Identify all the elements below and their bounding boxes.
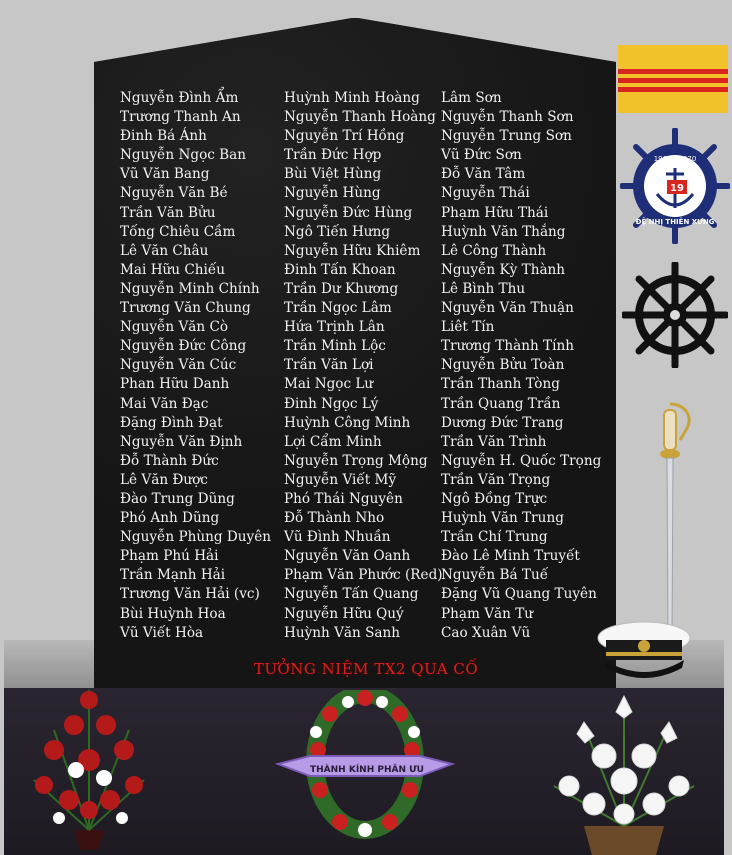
memorial-name: Nguyễn H. Quốc Trọng: [441, 452, 602, 469]
memorial-name: Bùi Việt Hùng: [284, 166, 382, 183]
emblem-number: 19: [670, 183, 684, 194]
memorial-name: Trần Văn Lợi: [284, 357, 374, 374]
memorial-name: Đỗ Thành Nho: [284, 510, 385, 527]
names-column-1: [120, 89, 271, 643]
memorial-name: Nguyễn Đình Ẩm: [120, 90, 239, 106]
memorial-name: Nguyễn Văn Cúc: [120, 357, 237, 374]
memorial-title: TƯỞNG NIỆM TX2 QUA CỐ: [253, 660, 479, 678]
memorial-name: Nguyễn Hữu Khiêm: [284, 242, 421, 259]
memorial-name: Mai Văn Đạc: [120, 395, 209, 412]
names-column-3: [441, 89, 601, 643]
names-column-2: [284, 89, 443, 643]
memorial-name: Phạm Phú Hải: [120, 548, 219, 565]
memorial-name: Trần Văn Trình: [441, 433, 547, 450]
memorial-name: Trần Đức Hợp: [284, 147, 382, 164]
memorial-name: Phan Hữu Danh: [120, 376, 230, 393]
memorial-name: Dương Đức Trang: [441, 414, 564, 431]
navy-cap-icon: [594, 618, 694, 684]
memorial-name: Trần Quang Trần: [441, 395, 561, 412]
memorial-name: Liêt Tín: [441, 319, 495, 336]
memorial-name: Vũ Đức Sơn: [441, 147, 522, 164]
memorial-name: Nguyễn Bá Tuế: [441, 567, 549, 584]
memorial-name: Bùi Huỳnh Hoa: [120, 605, 226, 622]
memorial-name: Trương Văn Chung: [120, 300, 251, 317]
memorial-name: Huỳnh Văn Thắng: [441, 223, 566, 240]
memorial-name: Nguyễn Thanh Sơn: [441, 109, 574, 126]
memorial-name: Ngô Đồng Trực: [441, 490, 548, 507]
memorial-name: Phạm Văn Tư: [441, 605, 534, 622]
emblem-icon: [620, 128, 730, 244]
memorial-name: Nguyễn Thanh Hoàng: [284, 109, 436, 126]
memorial-name: Cao Xuân Vũ: [441, 624, 531, 641]
memorial-name: Nguyễn Đức Công: [120, 338, 247, 355]
memorial-name: Ngô Tiến Hưng: [284, 223, 391, 240]
memorial-name: Nguyễn Văn Định: [120, 433, 243, 450]
memorial-name: Nguyễn Tấn Quang: [284, 586, 419, 603]
memorial-name: Trương Thành Tính: [441, 338, 574, 355]
memorial-name: Tống Chiêu Cầm: [120, 223, 236, 240]
white-lily-bouquet-icon: [534, 686, 714, 855]
memorial-name: Nguyễn Phùng Duyên: [120, 529, 272, 546]
memorial-name: Vũ Văn Bang: [120, 166, 210, 183]
memorial-name: Đào Lê Minh Truyết: [441, 548, 580, 565]
memorial-name: Nguyễn Minh Chính: [120, 280, 260, 297]
memorial-name: Trần Ngọc Lâm: [284, 300, 392, 317]
memorial-name: Mai Hữu Chiếu: [120, 261, 225, 278]
memorial-name: Nguyễn Bửu Toàn: [441, 357, 565, 374]
memorial-name: Vũ Đình Nhuần: [284, 529, 391, 546]
memorial-name: Đào Trung Dũng: [120, 490, 235, 507]
memorial-name: Trần Dư Khương: [284, 280, 399, 297]
memorial-name: Nguyễn Ngọc Ban: [120, 147, 247, 164]
memorial-name: Nguyễn Hữu Quý: [284, 605, 404, 622]
memorial-name: Đỗ Văn Tâm: [441, 166, 526, 183]
memorial-name: Trần Văn Trọng: [441, 471, 551, 488]
memorial-name: Trương Văn Hải (vc): [120, 586, 260, 603]
memorial-name: Nguyễn Văn Thuận: [441, 300, 574, 317]
memorial-name: Mai Ngọc Lư: [284, 376, 374, 393]
memorial-name: Lê Công Thành: [441, 242, 547, 259]
memorial-name: Nguyễn Văn Bé: [120, 185, 228, 202]
memorial-name: Trần Văn Bửu: [120, 204, 216, 221]
memorial-name: Trương Thanh An: [120, 109, 241, 126]
memorial-name: Huỳnh Văn Sanh: [284, 624, 401, 641]
memorial-name: Nguyễn Trọng Mộng: [284, 452, 428, 469]
sword-icon: [640, 400, 700, 635]
memorial-name: Nguyễn Văn Cò: [120, 319, 229, 336]
memorial-name: Nguyễn Viết Mỹ: [284, 471, 397, 488]
wreath-label: THÀNH KÍNH PHÂN ƯU: [310, 765, 424, 775]
memorial-name: Đặng Đình Đạt: [120, 414, 223, 431]
memorial-name: Phó Anh Dũng: [120, 510, 220, 527]
memorial-name: Trần Minh Lộc: [284, 338, 386, 355]
memorial-name: Trần Chí Trung: [441, 529, 548, 546]
memorial-name: Đỗ Thành Đức: [120, 452, 219, 469]
memorial-name: Lợi Cẩm Minh: [284, 433, 382, 450]
memorial-name: Đinh Ngọc Lý: [284, 395, 379, 412]
memorial-name: Lê Văn Được: [120, 471, 208, 488]
memorial-name: Lê Văn Châu: [120, 242, 209, 259]
memorial-name: Nguyễn Thái: [441, 185, 530, 202]
memorial-name: Nguyễn Kỳ Thành: [441, 261, 566, 278]
ship-wheel-icon: [622, 262, 728, 368]
memorial-name: Huỳnh Minh Hoàng: [284, 90, 420, 106]
memorial-name: Đặng Vũ Quang Tuyên: [441, 586, 597, 603]
memorial-name: Phạm Văn Phước (Red): [284, 567, 443, 584]
emblem-name: ĐỆ NHỊ THIÊN XUNG: [635, 218, 715, 226]
flag-icon: [618, 45, 728, 113]
memorial-name: Trần Thanh Tòng: [441, 376, 560, 393]
memorial-name: Nguyễn Trí Hồng: [284, 128, 405, 145]
memorial-name: Nguyễn Trung Sơn: [441, 128, 572, 145]
red-flower-bouquet-icon: [14, 670, 164, 850]
memorial-name: Lê Bình Thu: [441, 280, 526, 297]
memorial-name: Đinh Bá Ánh: [120, 128, 207, 145]
memorial-name: Nguyễn Văn Oanh: [284, 548, 411, 565]
memorial-name: Nguyễn Đức Hùng: [284, 204, 413, 221]
memorial-name: Đinh Tấn Khoan: [284, 261, 396, 278]
memorial-name: Nguyễn Hùng: [284, 185, 381, 202]
memorial-name: Phó Thái Nguyên: [284, 490, 403, 507]
memorial-name: Phạm Hữu Thái: [441, 204, 549, 221]
memorial-name: Huỳnh Công Minh: [284, 414, 411, 431]
memorial-name: Huỳnh Văn Trung: [441, 510, 564, 527]
memorial-name: Vũ Viết Hòa: [120, 624, 204, 641]
memorial-name: Hứa Trịnh Lân: [284, 319, 385, 336]
memorial-name: Lâm Sơn: [441, 90, 502, 106]
emblem-years: 1968 - 1970: [653, 155, 697, 163]
memorial-name: Trần Mạnh Hải: [120, 567, 226, 584]
